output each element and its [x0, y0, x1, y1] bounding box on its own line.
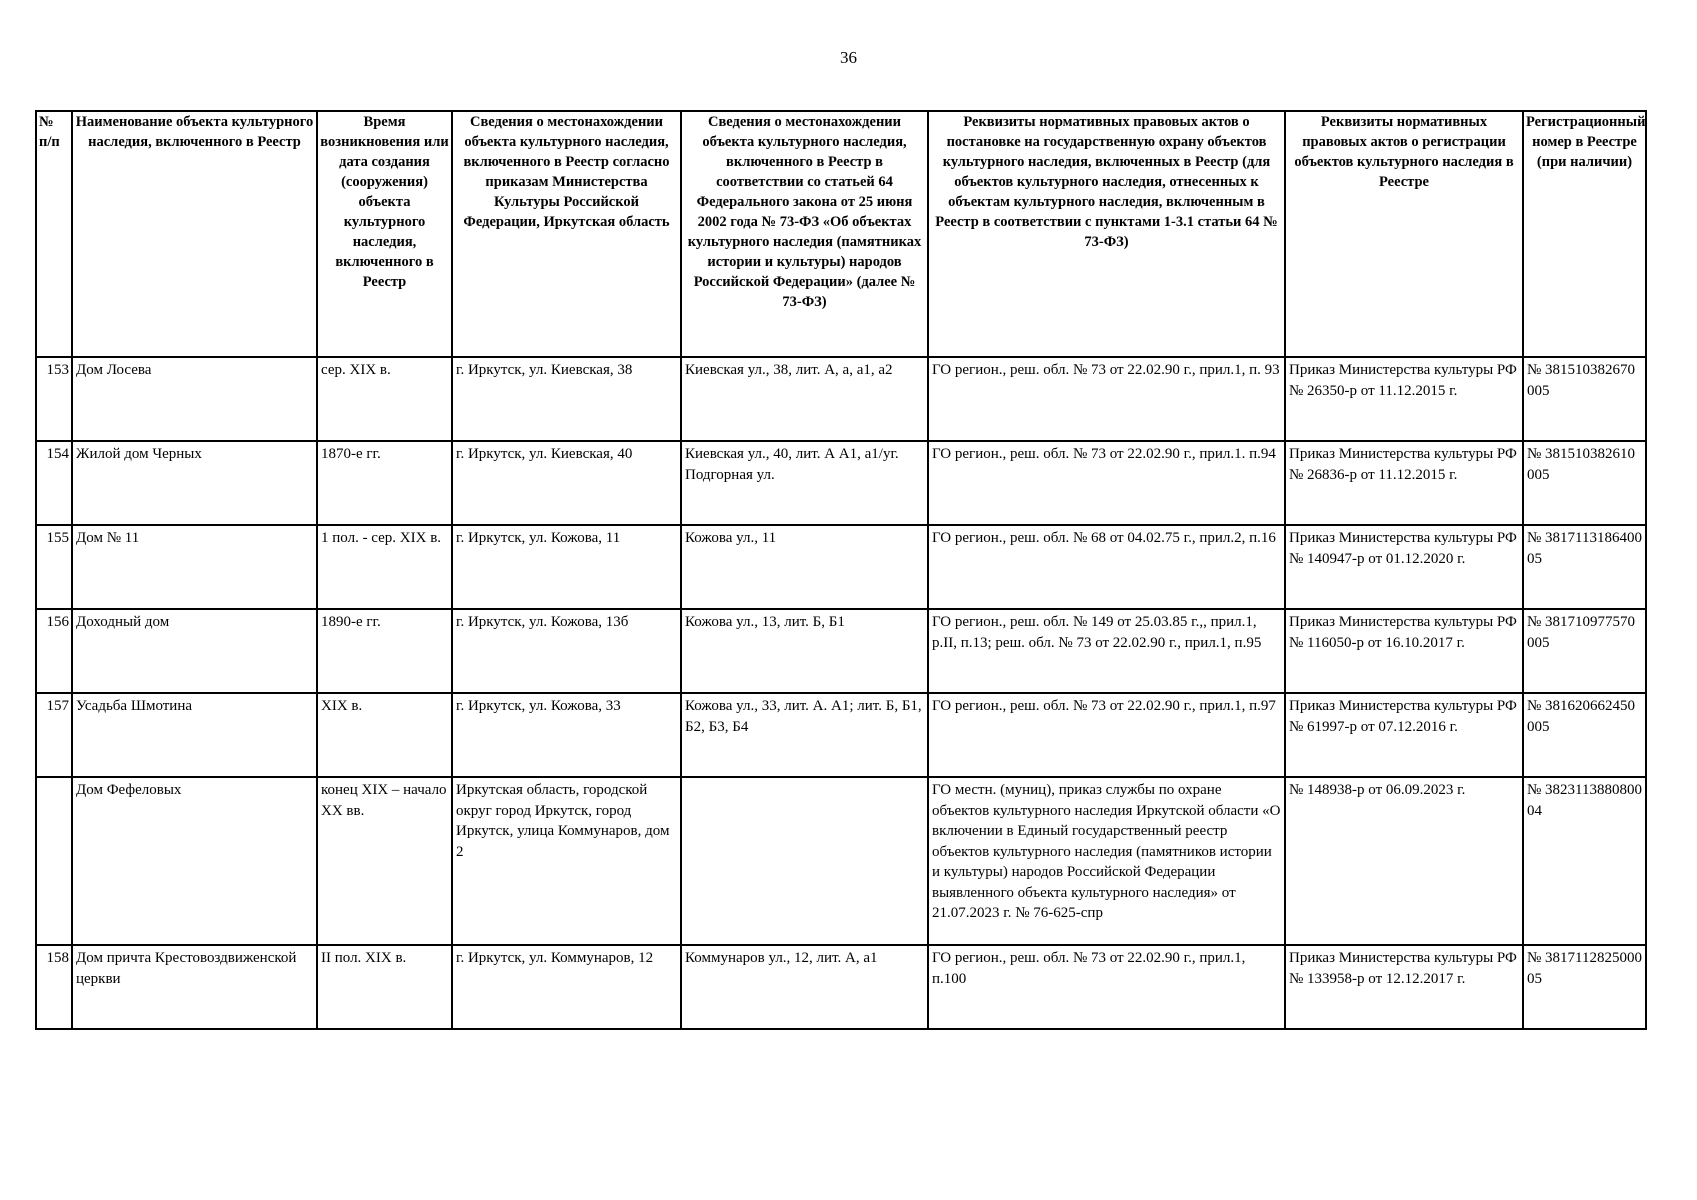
protection-acts: ГО регион., реш. обл. № 73 от 22.02.90 г., прил.1, п.100	[928, 945, 1285, 1029]
header-reg-number: Регистрационный номер в Реестре (при наличии)	[1523, 111, 1646, 357]
reg-number: № 382311388080004	[1523, 777, 1646, 945]
object-name: Дом Лосева	[72, 357, 317, 441]
header-registration-acts: Реквизиты нормативных правовых актов о регистрации объектов культурного наследия в Реестре	[1285, 111, 1523, 357]
object-name: Доходный дом	[72, 609, 317, 693]
table-row	[36, 777, 1646, 945]
object-date: 1890-е гг.	[317, 609, 452, 693]
registration-acts: Приказ Министерства культуры РФ № 61997-р от 07.12.2016 г.	[1285, 693, 1523, 777]
header-location-law: Сведения о местонахождении объекта культурного наследия, включенного в Реестр в соответствии со статьей 64 Федерального закона от 25 июня 2002 года № 73-ФЗ «Об объектах культурного наследия (памятниках истории и культуры) народов Российской Федерации» (далее № 73-ФЗ)	[681, 111, 928, 357]
object-date: XIX в.	[317, 693, 452, 777]
location-law: Кожова ул., 11	[681, 525, 928, 609]
registration-acts: Приказ Министерства культуры РФ № 26836-р от 11.12.2015 г.	[1285, 441, 1523, 525]
registration-acts: № 148938-р от 06.09.2023 г.	[1285, 777, 1523, 945]
location-order: г. Иркутск, ул. Кожова, 11	[452, 525, 681, 609]
reg-number: № 381510382670005	[1523, 357, 1646, 441]
row-number	[36, 777, 72, 945]
object-name: Дом № 11	[72, 525, 317, 609]
registration-acts: Приказ Министерства культуры РФ № 116050-р от 16.10.2017 г.	[1285, 609, 1523, 693]
location-order: г. Иркутск, ул. Коммунаров, 12	[452, 945, 681, 1029]
protection-acts: ГО местн. (муниц), приказ службы по охране объектов культурного наследия Иркутской области «О включении в Единый государственный реестр объектов культурного наследия (памятников истории и культуры) народов Российской Федерации выявленного объекта культурного наследия» от 21.07.2023 г. № 76-625-спр	[928, 777, 1285, 945]
location-law: Кожова ул., 33, лит. А. А1; лит. Б, Б1, Б2, Б3, Б4	[681, 693, 928, 777]
protection-acts: ГО регион., реш. обл. № 149 от 25.03.85 г.,, прил.1, р.II, п.13; реш. обл. № 73 от 22.02.90 г., прил.1, п.95	[928, 609, 1285, 693]
header-location-order: Сведения о местонахождении объекта культурного наследия, включенного в Реестр согласно приказам Министерства Культуры Российской Федерации, Иркутская область	[452, 111, 681, 357]
protection-acts: ГО регион., реш. обл. № 73 от 22.02.90 г., прил.1. п.94	[928, 441, 1285, 525]
location-order: г. Иркутск, ул. Кожова, 13б	[452, 609, 681, 693]
row-number: 153	[36, 357, 72, 441]
location-order: г. Иркутск, ул. Киевская, 38	[452, 357, 681, 441]
location-law	[681, 777, 928, 945]
location-order: г. Иркутск, ул. Кожова, 33	[452, 693, 681, 777]
table-row	[36, 945, 1646, 1029]
protection-acts: ГО регион., реш. обл. № 73 от 22.02.90 г., прил.1, п.97	[928, 693, 1285, 777]
location-order: Иркутская область, городской округ город Иркутск, город Иркутск, улица Коммунаров, дом 2	[452, 777, 681, 945]
location-law: Киевская ул., 40, лит. А А1, а1/уг. Подгорная ул.	[681, 441, 928, 525]
object-name: Усадьба Шмотина	[72, 693, 317, 777]
location-order: г. Иркутск, ул. Киевская, 40	[452, 441, 681, 525]
page-number: 36	[840, 48, 857, 67]
object-name: Жилой дом Черных	[72, 441, 317, 525]
header-number: № п/п	[36, 111, 72, 357]
reg-number: № 381711282500005	[1523, 945, 1646, 1029]
object-name: Дом Фефеловых	[72, 777, 317, 945]
table-header-row	[36, 111, 1646, 357]
location-law: Коммунаров ул., 12, лит. А, а1	[681, 945, 928, 1029]
reg-number: № 381711318640005	[1523, 525, 1646, 609]
row-number: 154	[36, 441, 72, 525]
row-number: 155	[36, 525, 72, 609]
object-date: II пол. XIX в.	[317, 945, 452, 1029]
protection-acts: ГО регион., реш. обл. № 68 от 04.02.75 г., прил.2, п.16	[928, 525, 1285, 609]
header-name: Наименование объекта культурного наследия, включенного в Реестр	[72, 111, 317, 357]
object-date: 1 пол. - сер. XIX в.	[317, 525, 452, 609]
header-protection-acts: Реквизиты нормативных правовых актов о постановке на государственную охрану объектов культурного наследия, включенных в Реестр (для объектов культурного наследия, отнесенных к объектам культурного наследия, включенным в Реестр в соответствии с пунктами 1-3.1 статьи 64 № 73-ФЗ)	[928, 111, 1285, 357]
row-number: 156	[36, 609, 72, 693]
object-date: сер. XIX в.	[317, 357, 452, 441]
reg-number: № 381710977570005	[1523, 609, 1646, 693]
table-row	[36, 441, 1646, 525]
table-row	[36, 609, 1646, 693]
table-row	[36, 693, 1646, 777]
registration-acts: Приказ Министерства культуры РФ № 140947-р от 01.12.2020 г.	[1285, 525, 1523, 609]
object-date: конец XIX – начало XX вв.	[317, 777, 452, 945]
row-number: 158	[36, 945, 72, 1029]
object-date: 1870-е гг.	[317, 441, 452, 525]
protection-acts: ГО регион., реш. обл. № 73 от 22.02.90 г., прил.1, п. 93	[928, 357, 1285, 441]
heritage-registry-table	[35, 110, 1647, 1030]
location-law: Кожова ул., 13, лит. Б, Б1	[681, 609, 928, 693]
reg-number: № 381510382610005	[1523, 441, 1646, 525]
header-date: Время возникновения или дата создания (сооружения) объекта культурного наследия, включенного в Реестр	[317, 111, 452, 357]
reg-number: № 381620662450005	[1523, 693, 1646, 777]
row-number: 157	[36, 693, 72, 777]
object-name: Дом причта Крестовоздвиженской церкви	[72, 945, 317, 1029]
table-row	[36, 525, 1646, 609]
location-law: Киевская ул., 38, лит. А, а, а1, а2	[681, 357, 928, 441]
registration-acts: Приказ Министерства культуры РФ № 133958-р от 12.12.2017 г.	[1285, 945, 1523, 1029]
table-row	[36, 357, 1646, 441]
registration-acts: Приказ Министерства культуры РФ № 26350-р от 11.12.2015 г.	[1285, 357, 1523, 441]
